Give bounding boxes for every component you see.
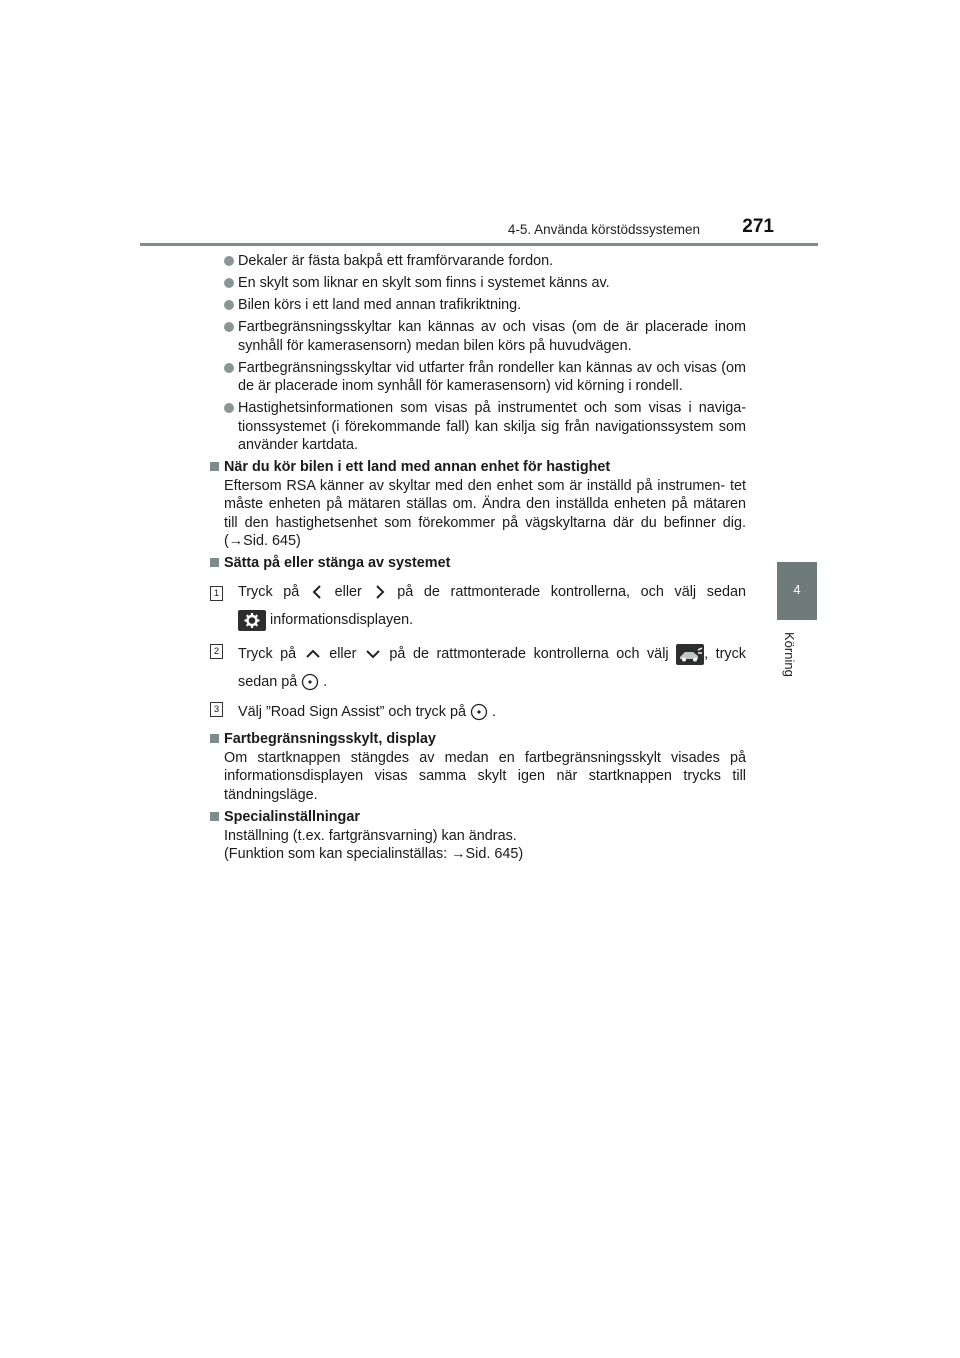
section-body: Eftersom RSA känner av skyltar med den enhet som är inställd på instrumen- tet måste enheten på mätaren ställas om. Ändra den inställda enheten på mätaren till den hastighetsenhet som förekommer på vägskyltarna där du befinner dig. (→Sid. 645) — [224, 477, 746, 549]
chevron-up-icon — [304, 648, 322, 660]
header-rule — [140, 243, 818, 246]
section-speed-unit — [210, 458, 746, 551]
page-header — [140, 214, 818, 246]
step-3: 3 Välj ”Road Sign Assist” och tryck på . — [210, 698, 746, 726]
step-number: 1 — [210, 586, 223, 601]
section-special — [210, 808, 746, 864]
ok-button-icon — [470, 703, 488, 721]
section-display — [210, 730, 746, 804]
square-bullet-icon — [210, 734, 219, 743]
bullet-item: En skylt som liknar en skylt som finns i systemet känns av. — [210, 274, 746, 293]
gear-settings-icon — [238, 610, 266, 631]
header-section-title: 4-5. Använda körstödssystemen — [507, 222, 700, 237]
bullet-dot-icon — [224, 278, 234, 288]
section-heading: Sätta på eller stänga av systemet — [210, 554, 746, 573]
bullet-item: Fartbegränsningsskyltar kan kännas av och visas (om de är placerade inom synhåll för kamerasensorn) medan bilen körs på huvudvägen. — [210, 318, 746, 355]
chevron-down-icon — [364, 648, 382, 660]
section-heading: Specialinställningar — [210, 808, 746, 827]
page-content — [210, 252, 746, 867]
bullet-dot-icon — [224, 322, 234, 332]
section-body-line: Inställning (t.ex. fartgränsvarning) kan ändras. — [224, 827, 517, 844]
bullet-item: Fartbegränsningsskyltar vid utfarter från rondeller kan kännas av och visas (om de är placerade inom synhåll för kamerasensorn) vid körning i rondell. — [210, 359, 746, 396]
driving-assist-icon — [676, 644, 704, 665]
chevron-left-icon — [310, 584, 324, 600]
section-on-off — [210, 554, 746, 727]
chevron-right-icon — [373, 584, 387, 600]
step-number: 3 — [210, 702, 223, 717]
bullet-dot-icon — [224, 403, 234, 413]
bullet-dot-icon — [224, 300, 234, 310]
chapter-tab — [777, 562, 817, 620]
step-2: 2 Tryck på eller på de rattmonterade kontrollerna och välj , tryck sedan på . — [210, 640, 746, 696]
page-number: 271 — [742, 216, 774, 237]
section-body: Om startknappen stängdes av medan en fartbegränsningsskylt visades på informationsdisplayen visas samma skylt igen när startknappen trycks till tändningsläge. — [224, 749, 746, 803]
section-heading: Fartbegränsningsskylt, display — [210, 730, 746, 749]
chapter-label: Körning — [782, 632, 797, 677]
section-body-line: (Funktion som kan specialinställas: →Sid. 645) — [224, 846, 524, 862]
ok-button-icon — [301, 673, 319, 691]
square-bullet-icon — [210, 462, 219, 471]
bullet-dot-icon — [224, 256, 234, 266]
chapter-number: 4 — [793, 582, 801, 597]
square-bullet-icon — [210, 812, 219, 821]
square-bullet-icon — [210, 558, 219, 567]
section-heading: När du kör bilen i ett land med annan enhet för hastighet — [210, 458, 746, 477]
bullet-item: Bilen körs i ett land med annan trafikriktning. — [210, 296, 746, 315]
bullet-dot-icon — [224, 363, 234, 373]
step-number: 2 — [210, 644, 223, 659]
step-1: 1 Tryck på eller på de rattmonterade kontrollerna, och välj sedan informationsdisplayen. — [210, 582, 746, 634]
bullet-item: Hastighetsinformationen som visas på instrumentet och som visas i naviga- tionssystemet (i förekommande fall) kan skilja sig från navigationssystem som använder kartdata. — [210, 399, 746, 455]
bullet-item: Dekaler är fästa bakpå ett framförvarande fordon. — [210, 252, 746, 271]
